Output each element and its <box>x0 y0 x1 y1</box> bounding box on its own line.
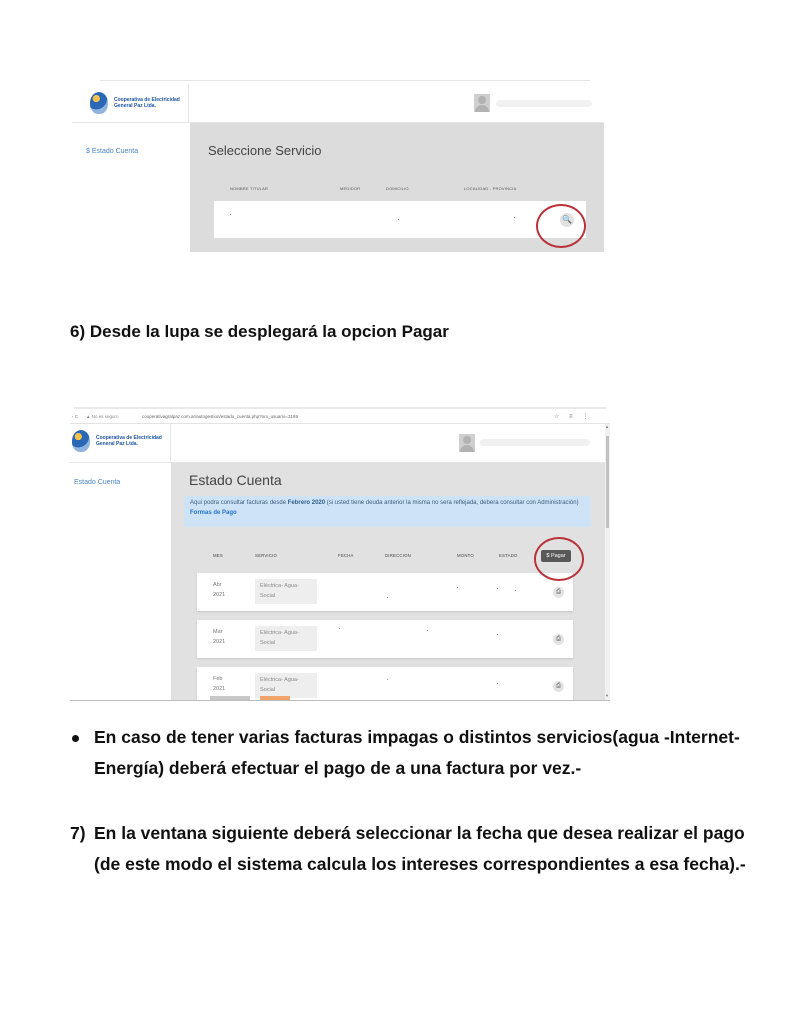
taskbar-edge <box>70 696 610 700</box>
col-monto: MONTO <box>457 553 474 558</box>
col-fecha: FECHA <box>338 553 354 558</box>
browser-nav-icons[interactable]: ‹ C <box>72 414 78 419</box>
col-direccion: DIRECCION <box>385 553 411 558</box>
highlight-circle <box>536 204 586 248</box>
logo-icon <box>70 428 92 454</box>
print-icon[interactable]: ⎙ <box>553 634 564 645</box>
scroll-thumb[interactable] <box>606 436 609 528</box>
cooperativa-logo[interactable] <box>88 90 180 116</box>
step6-heading: 6) Desde la lupa se desplegará la opcion Pagar <box>70 322 449 341</box>
table-row[interactable] <box>197 620 573 658</box>
header-divider <box>170 424 171 462</box>
cooperativa-logo[interactable] <box>70 428 162 454</box>
row-month: Feb 2021 <box>213 676 226 692</box>
bullet-icon <box>72 735 79 742</box>
highlight-circle <box>534 537 584 581</box>
page-title: Seleccione Servicio <box>208 143 322 158</box>
sidebar-item-estado-cuenta[interactable]: $ Estado Cuenta <box>86 148 139 155</box>
row-service: Eléctrica- Agua- Social <box>255 579 317 604</box>
col-estado: ESTADO <box>499 553 518 558</box>
row-service: Eléctrica- Agua- Social <box>255 673 317 698</box>
formas-de-pago-link[interactable]: Formas de Pago <box>190 510 237 516</box>
bullet-text: En caso de tener varias facturas impagas o distintos servicios(agua -Internet-Energía) deberá efectuar el pago de a una factura por vez.- <box>94 727 740 778</box>
browser-edge <box>74 407 606 409</box>
info-date: Febrero 2020 <box>287 500 326 506</box>
screenshot-estado-cuenta <box>70 406 610 701</box>
sidebar-item-estado-cuenta[interactable]: Estado Cuenta <box>74 479 121 486</box>
print-icon[interactable]: ⎙ <box>553 587 564 598</box>
user-avatar-icon[interactable] <box>459 434 475 452</box>
bullet-note <box>70 722 770 784</box>
step7-number: 7) <box>70 823 86 843</box>
browser-edge <box>100 80 590 81</box>
logo-text-line1: Cooperativa de Electricidad <box>96 435 162 441</box>
user-name-field[interactable] <box>496 100 592 107</box>
step7 <box>70 818 770 880</box>
search-icon[interactable]: 🔍 <box>560 213 574 227</box>
scroll-down-icon[interactable]: ▼ <box>605 693 609 698</box>
user-avatar-icon[interactable] <box>474 94 490 112</box>
table-row[interactable] <box>214 201 586 238</box>
user-name-field[interactable] <box>480 439 590 446</box>
header-divider <box>188 84 189 122</box>
logo-text-line1: Cooperativa de Electricidad <box>114 97 180 103</box>
col-localidad: LOCALIDAD - PROVINCIA <box>464 186 517 191</box>
logo-text-line2: General Paz Ltda. <box>114 103 156 109</box>
logo-icon <box>88 90 110 116</box>
col-nombre-titular: NOMBRE TITULAR <box>230 186 269 191</box>
browser-tools-icons[interactable]: ☆ ≡ ⋮ <box>554 414 593 420</box>
col-mes: MES <box>213 553 223 558</box>
info-alert: Aqui podra consultar facturas desde Febrero 2020 (si usted tiene deuda anterior la misma no sera reflejada, debera consultar con Administración) Formas de Pago <box>184 496 591 527</box>
row-month: Mar 2021 <box>213 629 226 645</box>
screenshot-seleccione-servicio <box>72 78 604 252</box>
scrollbar[interactable] <box>605 424 610 700</box>
row-month: Abr 2021 <box>213 582 226 598</box>
page-title: Estado Cuenta <box>189 472 282 488</box>
scroll-up-icon[interactable]: ▲ <box>605 424 609 429</box>
url-text[interactable]: cooperativagralpaz.com.ar/autogestion/estado_cuenta.php?nro_usuario=3169 <box>142 414 298 419</box>
browser-address-bar[interactable] <box>70 411 610 424</box>
main-panel <box>171 463 605 700</box>
step7-text: En la ventana siguiente deberá seleccionar la fecha que desea realizar el pago (de este modo el sistema calcula los intereses correspondientes a esa fecha).- <box>94 823 746 874</box>
col-medidor: MEDIDOR <box>340 186 361 191</box>
row-service: Eléctrica- Agua- Social <box>255 626 317 651</box>
security-label: ▲ No es seguro <box>86 414 119 419</box>
col-servicio: SERVICIO <box>255 553 278 558</box>
table-row[interactable] <box>197 573 573 611</box>
col-domicilio: DOMICILIO <box>386 186 409 191</box>
print-icon[interactable]: ⎙ <box>553 681 564 692</box>
pagar-button[interactable]: $ Pagar <box>541 550 571 562</box>
logo-text-line2: General Paz Ltda. <box>96 441 138 447</box>
